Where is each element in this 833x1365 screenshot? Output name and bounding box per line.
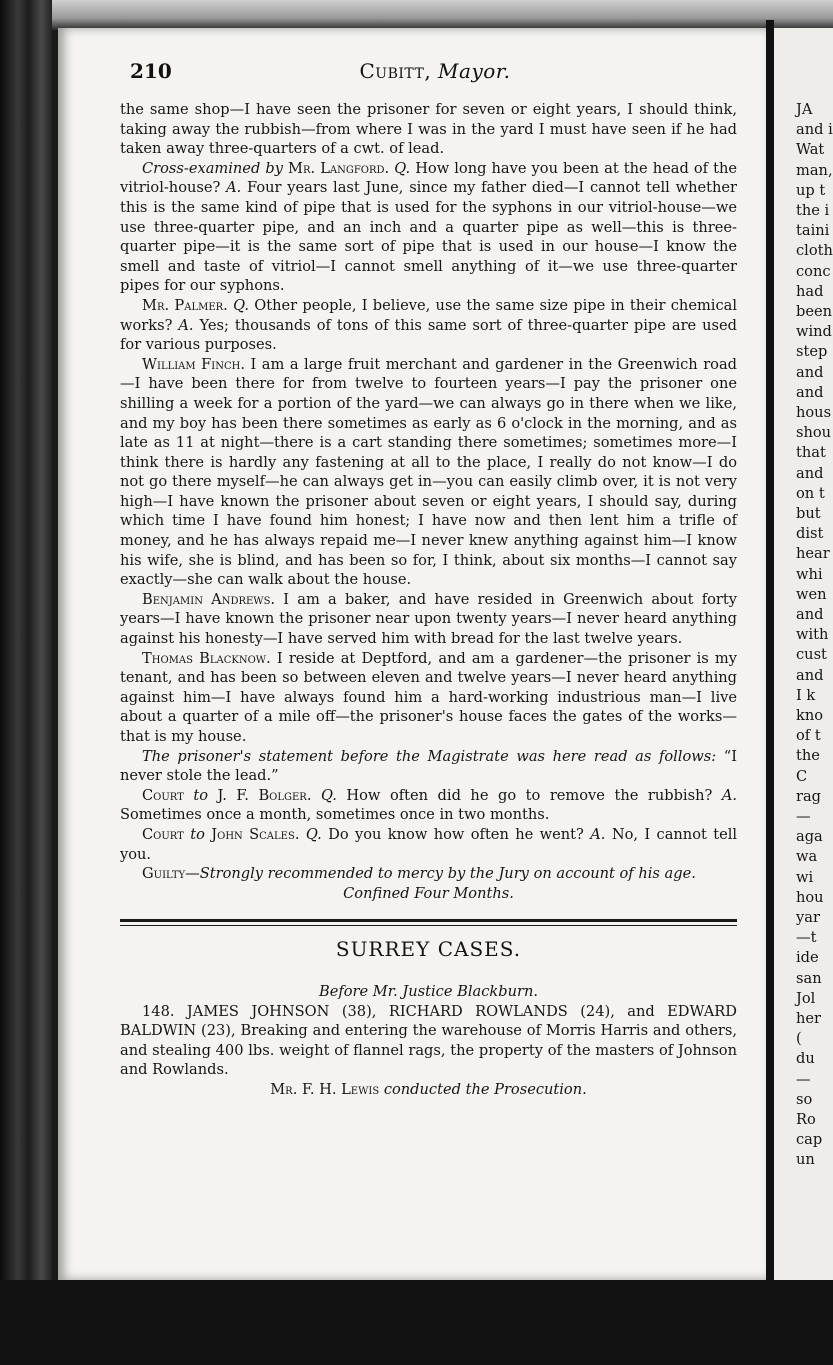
page-body xyxy=(120,100,737,1100)
adjacent-page-fragment: and xyxy=(796,666,824,684)
adjacent-page-fragment: and xyxy=(796,606,824,623)
p10-verdict: Guilty xyxy=(142,865,186,883)
p9-name: John Scales. xyxy=(211,825,300,843)
case-paragraph: 148. JAMES JOHNSON (38), RICHARD ROWLANDS (24), and EDWARD BALDWIN (23), Breaking and entering the warehouse of Morris Harris and others, and stealing 400 lbs. weight of flannel rags, the property of the masters of Johnson and Rowlands. xyxy=(120,1002,737,1079)
adjacent-page-fragment: cust xyxy=(796,646,827,664)
paragraph-court-bolger xyxy=(120,786,737,825)
adjacent-page-fragment: and xyxy=(796,464,824,482)
running-head xyxy=(130,55,740,91)
p9-to: to xyxy=(190,825,205,843)
p9-text1: Do you know how often he went? xyxy=(328,825,584,843)
adjacent-page-fragment: up t xyxy=(796,181,826,199)
p9-court: Court xyxy=(142,825,184,843)
adjacent-page-fragment: but xyxy=(796,505,821,522)
adjacent-page-fragment: yar xyxy=(796,909,820,926)
p2-lead: Cross-examined by xyxy=(142,159,283,177)
p6-text: I reside at Deptford, and am a gardener—the prisoner is my tenant, and has been so between eleven and twelve years—I never heard anything against him—I have always found him a hard-working industrious man—I live about a quarter of a mile off—the prisoner's house faces the gates of the works—that is my house. xyxy=(120,649,738,745)
p3-a: A. xyxy=(178,316,194,334)
adjacent-page-fragment: wen xyxy=(796,585,827,603)
p8-text1: How often did he go to remove the rubbish? xyxy=(346,786,713,804)
p6-name: Thomas Blacknow. xyxy=(142,649,271,667)
p8-court: Court xyxy=(142,786,184,804)
adjacent-page-fragment: un xyxy=(796,1151,815,1169)
adjacent-page-fragment: the xyxy=(796,747,820,765)
adjacent-page-fragment: dist xyxy=(796,525,824,543)
p2-q: Q. xyxy=(394,159,411,177)
p8-name: J. F. Bolger. xyxy=(217,786,312,804)
adjacent-page-fragment: kno xyxy=(796,707,824,724)
p9-q: Q. xyxy=(305,825,322,843)
adjacent-page-fragment: and xyxy=(796,363,824,381)
paragraph-cross-examination xyxy=(120,159,737,296)
adjacent-page-fragment: man, xyxy=(796,161,833,179)
p8-to: to xyxy=(193,786,209,804)
adjacent-page-fragment: wi xyxy=(796,868,814,886)
section-rule-thin xyxy=(120,925,737,926)
section-heading: SURREY CASES. xyxy=(335,937,522,962)
adjacent-page-fragment: been xyxy=(796,303,833,320)
p2-name: Mr. Langford. xyxy=(288,159,390,177)
top-edge-shadow xyxy=(0,0,833,30)
section-rule-thick xyxy=(120,919,737,922)
sentence-line: Confined Four Months. xyxy=(343,884,514,902)
adjacent-page-fragment: —t xyxy=(796,929,817,947)
book-spine xyxy=(0,0,52,1365)
adjacent-page-fragment: and xyxy=(796,383,824,401)
adjacent-page-fragment: hous xyxy=(796,404,832,421)
adjacent-page-fragment: — xyxy=(796,808,811,825)
prosecution-text: conducted the Prosecution. xyxy=(383,1080,587,1098)
p2-text1: How long have you been at the head of the vitriol-house? xyxy=(120,159,737,197)
adjacent-page-fragment: of t xyxy=(796,727,821,745)
p3-text2: Yes; thousands of tons of this same sort of three-quarter pipe are used for various purposes. xyxy=(120,316,737,354)
p3-text1: Other people, I believe, use the same size pipe in their chemical works? xyxy=(120,296,738,334)
p5-name: Benjamin Andrews. xyxy=(142,590,276,608)
p1-text: the same shop—I have seen the prisoner for seven or eight years, I should think, taking away the rubbish—from where I was in the yard I must have seen if he had taken away three-quarters of a cwt. of lead. xyxy=(120,101,737,158)
prosecution-name: Mr. F. H. Lewis xyxy=(270,1080,380,1098)
adjacent-page-fragment: conc xyxy=(796,262,831,280)
p8-a: A. xyxy=(721,786,738,804)
adjacent-page-fragment: taini xyxy=(796,222,830,240)
paragraph-finch xyxy=(120,355,737,590)
paragraph-statement xyxy=(120,747,737,786)
adjacent-page-fragment: Jol xyxy=(796,989,816,1007)
judge-line: Before Mr. Justice Blackburn. xyxy=(319,982,538,1000)
p8-text2: Sometimes once a month, sometimes once in two months. xyxy=(120,806,550,824)
p10-text: —Strongly recommended to mercy by the Jury on account of his age. xyxy=(185,865,696,883)
adjacent-page-fragment: hou xyxy=(796,888,824,906)
adjacent-page-fragment: san xyxy=(796,969,822,987)
adjacent-page-fragment: rag xyxy=(796,787,822,805)
paragraph-andrews xyxy=(120,590,737,649)
adjacent-page-fragment: cloth xyxy=(796,242,833,260)
p5-text: I am a baker, and have resided in Greenwich about forty years—I have known the prisoner near upon twenty years—I never heard anything against his honesty—I have served him with bread for the last twelve years. xyxy=(120,590,737,648)
adjacent-page-fragment: had xyxy=(796,282,824,300)
p7-italic: The prisoner's statement before the Magistrate was here read as follows: xyxy=(142,747,717,765)
adjacent-page-fragment: ide xyxy=(796,949,819,967)
adjacent-page xyxy=(774,28,833,1280)
p9-a: A. xyxy=(590,825,606,843)
adjacent-page-fragment: wa xyxy=(796,848,818,866)
running-title xyxy=(130,59,740,83)
adjacent-page-fragment: hear xyxy=(796,545,830,563)
adjacent-page-fragment: I k xyxy=(796,686,816,704)
adjacent-page-fragment: so xyxy=(796,1090,813,1108)
adjacent-page-fragment: aga xyxy=(796,828,823,846)
prosecution-line xyxy=(120,1080,737,1100)
adjacent-page-fragment: cap xyxy=(796,1131,823,1149)
adjacent-page-fragment: ( xyxy=(796,1030,802,1048)
p8-q: Q. xyxy=(321,786,337,804)
page-number: 210 xyxy=(130,59,172,83)
paragraph-palmer xyxy=(120,296,737,355)
paragraph-blacknow xyxy=(120,649,737,747)
paragraph-continuation xyxy=(120,100,737,159)
adjacent-page-fragment: step xyxy=(796,343,828,361)
paragraph-court-scales xyxy=(120,825,737,864)
running-title-name: Cubitt, xyxy=(359,59,432,83)
adjacent-page-fragment: on t xyxy=(796,484,825,502)
p7-quote: “I never stole the lead.” xyxy=(120,747,737,785)
adjacent-page-fragment: du xyxy=(796,1050,815,1068)
bottom-shadow xyxy=(0,1280,833,1365)
adjacent-page-fragment: with xyxy=(796,626,829,644)
p3-q: Q. xyxy=(233,296,249,314)
adjacent-page-fragment: wind xyxy=(796,323,832,341)
adjacent-page-fragment: and i xyxy=(796,121,833,139)
p4-name: William Finch. xyxy=(142,355,245,373)
adjacent-page-fragment: that xyxy=(796,444,826,462)
adjacent-page-fragment: the i xyxy=(796,202,830,219)
p2-text2: Four years last June, since my father died—I cannot tell whether this is the same kind of pipe that is used for the syphons in our vitriol-house—we use three-quarter pipe, and an inch and a quarter pipe as well—this is three-quarter pipe—it is the same sort of pipe that is used in our house—I know the smell and taste of vitriol—I cannot smell anything of it—we use three-quarter pipes for our syphons. xyxy=(120,179,737,295)
p9-text2: No, I cannot tell you. xyxy=(120,825,738,863)
adjacent-page-fragment: Wat xyxy=(796,141,825,159)
page-gutter xyxy=(766,20,774,1290)
paragraph-verdict xyxy=(120,864,737,884)
p2-a: A. xyxy=(226,179,242,197)
p4-text: I am a large fruit merchant and gardener in the Greenwich road—I have been there for from twelve to fourteen years—I pay the prisoner one shilling a week for a portion of the yard—we can always go in there when we like, and my boy has been there sometimes as early as 6 o'clock in the morning, and as late as 11 at night—there is a cart standing there sometimes; sometimes more—I think there is hardly any fastening at all to the place, I really do not know—I do not go there myself—he can always get in—you can easily climb over, it is not very high—I have known the prisoner about seven or eight years, I should say, during which time I have found him honest; I have now and then lent him a trifle of money, and he has always repaid me—I never knew anything against him—I know his wife, she is blind, and has been so for, I think, about six months—I cannot say exactly—she can walk about the house. xyxy=(120,355,737,589)
adjacent-page-fragment: whi xyxy=(796,565,823,583)
adjacent-page-fragment: — xyxy=(796,1070,811,1088)
adjacent-page-fragment: JA xyxy=(796,101,813,118)
p3-name: Mr. Palmer. xyxy=(142,296,228,314)
adjacent-page-fragment: C xyxy=(796,767,808,785)
adjacent-page-fragment: shou xyxy=(796,424,832,442)
running-title-office: Mayor. xyxy=(438,59,511,83)
adjacent-page-fragment: her xyxy=(796,1010,822,1027)
adjacent-page-fragment: Ro xyxy=(796,1111,816,1128)
